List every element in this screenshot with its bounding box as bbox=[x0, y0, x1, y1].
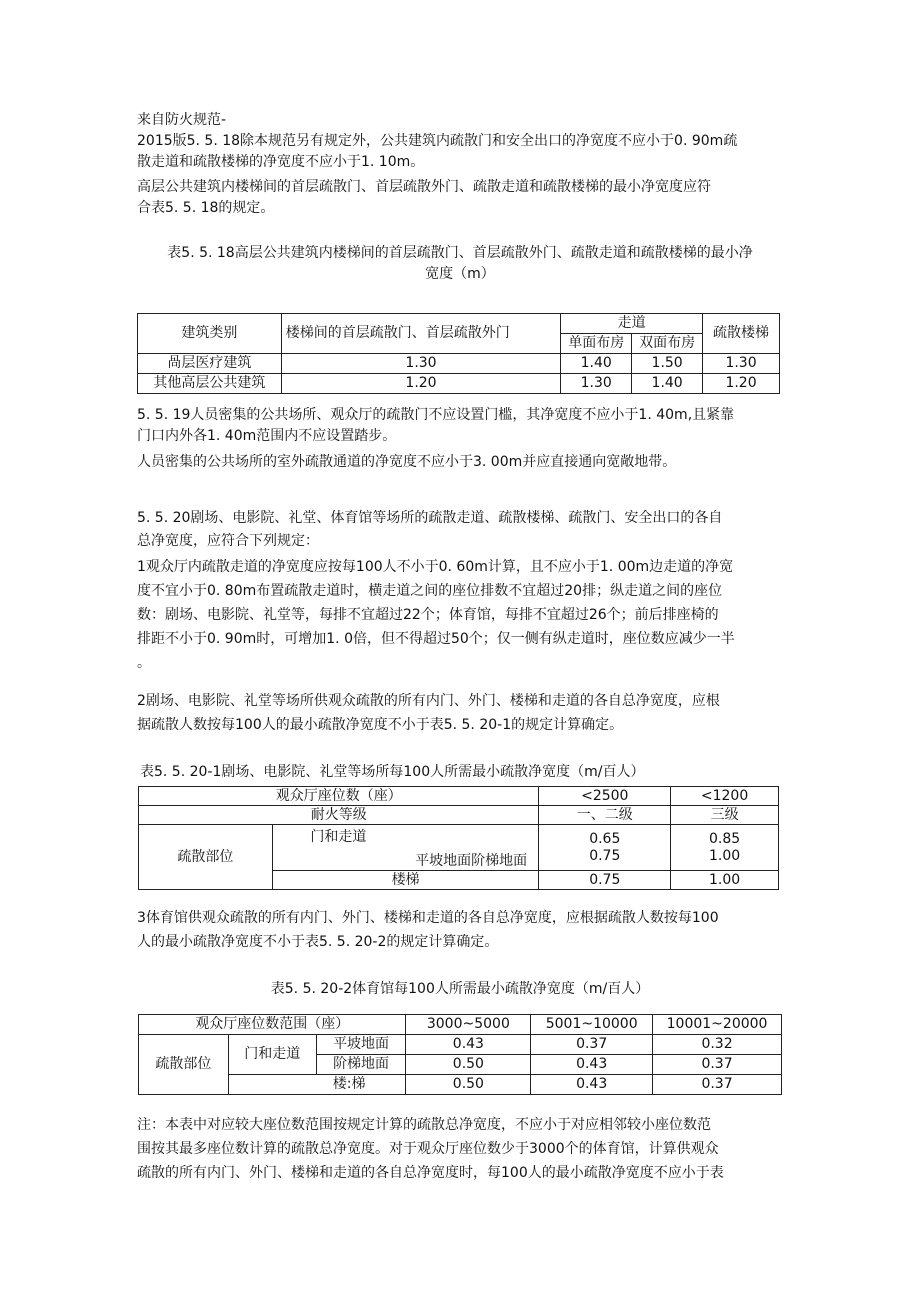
cell-doors: 门和走道 bbox=[272, 825, 404, 871]
cell-stairs: 1.30 bbox=[703, 354, 780, 374]
cell-doors: 1.30 bbox=[281, 354, 561, 374]
cell-stairs-3: 0.37 bbox=[653, 1075, 782, 1095]
cell-b-values: 0.85 1.00 bbox=[671, 825, 779, 871]
item-1: 1观众厅内疏散走道的净宽度应按每100人不小于0. 60m计算，且不应小于1. 00m边走道的净宽 度不宜小于0. 80m布置疏散走道时，横走道之间的座位排数不宜超过20排；纵走道之间的座位 数：剧场、电影院、礼堂等，每排不宜超过22个；体育馆，每排不宜超过26个；前后排座椅的 排距不小于0. 90m时，可增加1. 0倍，但不得超过50个；仅一侧有纵走道时，座位数应减少一半 。 bbox=[137, 559, 735, 671]
header-stairs: 疏散楼梯 bbox=[703, 314, 780, 354]
cell-stairs-a: 0.75 bbox=[539, 871, 671, 890]
table1-caption: 表5. 5. 18高层公共建筑内楼梯间的首层疏散门、首层疏散外门、疏散走道和疏散楼梯的最小净 宽度（m） bbox=[167, 245, 753, 282]
cell-double: 1.40 bbox=[632, 374, 703, 394]
rule-5-5-19: 5. 5. 19人员密集的公共场所、观众厅的疏散门不应设置门槛，其净宽度不应小于1. 40m,且紧靠 门口内外各1. 40m范围内不应设置踏步。 bbox=[137, 407, 735, 444]
header-seats: 观众厅座位数（座） bbox=[139, 787, 539, 806]
header-r3: 10001~20000 bbox=[653, 1015, 782, 1035]
source-line: 来自防火规范- bbox=[137, 112, 227, 128]
cell-flat-1: 0.43 bbox=[406, 1035, 531, 1055]
cell-step-1: 0.50 bbox=[406, 1055, 531, 1075]
header-r1: 3000~5000 bbox=[406, 1015, 531, 1035]
header-range: 观众厅座位数范围（座） bbox=[139, 1015, 406, 1035]
cell-stairs: 楼梯 bbox=[272, 871, 539, 890]
cell-floor-type: 平坡地面阶梯地面 bbox=[404, 825, 539, 871]
table-5-5-20-2 bbox=[138, 1014, 782, 1095]
table-row bbox=[138, 354, 780, 374]
outdoor-passage: 人员密集的公共场所的室外疏散通道的净宽度不应小于3. 00m并应直接通向宽敞地带。 bbox=[137, 454, 677, 470]
header-seats-b: <1200 bbox=[671, 787, 779, 806]
cell-stairs: 1.20 bbox=[703, 374, 780, 394]
header-fire: 耐火等级 bbox=[139, 806, 539, 825]
header-doors: 楼梯间的首层疏散门、首层疏散外门 bbox=[281, 314, 561, 354]
cell-category: 咼层医疗建筑 bbox=[138, 354, 282, 374]
header-corridor: 走道 bbox=[561, 314, 703, 334]
cell-single: 1.30 bbox=[561, 374, 632, 394]
cell-single: 1.40 bbox=[561, 354, 632, 374]
cell-part: 疏散部位 bbox=[139, 1035, 229, 1095]
cell-category: 其他高层公共建筑 bbox=[138, 374, 282, 394]
header-seats-a: <2500 bbox=[539, 787, 671, 806]
cell-part: 疏散部位 bbox=[139, 825, 273, 890]
cell-stairs-b: 1.00 bbox=[671, 871, 779, 890]
table-5-5-18 bbox=[137, 313, 780, 394]
rule-5-5-20: 5. 5. 20剧场、电影院、礼堂、体育馆等场所的疏散走道、疏散楼梯、疏散门、安全出口的各自 总净宽度，应符合下列规定： bbox=[137, 510, 723, 549]
rule-5-5-18: 2015版5. 5. 18除本规范另有规定外，公共建筑内疏散门和安全出口的净宽度不应小于0. 90m疏 散走道和疏散楼梯的净宽度不应小于1. 10m。 bbox=[137, 133, 738, 170]
cell-doors: 1.20 bbox=[281, 374, 561, 394]
cell-flat-2: 0.37 bbox=[531, 1035, 653, 1055]
note: 注：本表中对应较大座位数范围按规定计算的疏散总净宽度，不应小于对应相邻较小座位数范 围按其最多座位数计算的疏散总净宽度。对于观众厅座位数少于3000个的体育馆，计算供观众 疏散的所有内门、外门、楼梯和走道的各自总净宽度时，每100人的最小疏散净宽度不应小于表 bbox=[137, 1117, 724, 1181]
fire-a: 一、二级 bbox=[539, 806, 671, 825]
rule-5-5-18-b: 高层公共建筑内楼梯间的首层疏散门、首层疏散外门、疏散走道和疏散楼梯的最小净宽度应符 合表5. 5. 18的规定。 bbox=[137, 179, 711, 216]
cell-double: 1.50 bbox=[632, 354, 703, 374]
cell-stairs-1: 0.50 bbox=[406, 1075, 531, 1095]
cell-stairs: 楼:梯 bbox=[228, 1075, 406, 1095]
cell-a-values: 0.65 0.75 bbox=[539, 825, 671, 871]
item-2: 2剧场、电影院、礼堂等场所供观众疏散的所有内门、外门、楼梯和走道的各自总净宽度，应根 据疏散人数按每100人的最小疏散净宽度不小于表5. 5. 20-1的规定计算确定。 bbox=[137, 693, 720, 733]
table3-caption: 表5. 5. 20-2体育馆每100人所需最小疏散净宽度（m/百人） bbox=[270, 981, 650, 997]
cell-step-2: 0.43 bbox=[531, 1055, 653, 1075]
table2-caption: 表5. 5. 20-1剧场、电影院、礼堂等场所每100人所需最小疏散净宽度（m/百人） bbox=[140, 764, 645, 780]
header-r2: 5001~10000 bbox=[531, 1015, 653, 1035]
cell-doors: 门和走道 bbox=[228, 1035, 316, 1075]
header-single: 单面布房 bbox=[561, 334, 632, 354]
table-5-5-20-1 bbox=[138, 786, 779, 890]
cell-stairs-2: 0.43 bbox=[531, 1075, 653, 1095]
table-row bbox=[138, 374, 780, 394]
header-double: 双面布房 bbox=[632, 334, 703, 354]
header-category: 建筑类别 bbox=[138, 314, 282, 354]
cell-step-3: 0.37 bbox=[653, 1055, 782, 1075]
fire-b: 三级 bbox=[671, 806, 779, 825]
cell-flat: 平坡地面 bbox=[316, 1035, 406, 1055]
cell-step: 阶梯地面 bbox=[316, 1055, 406, 1075]
cell-flat-3: 0.32 bbox=[653, 1035, 782, 1055]
item-3: 3体育馆供观众疏散的所有内门、外门、楼梯和走道的各自总净宽度，应根据疏散人数按每100 人的最小疏散净宽度不小于表5. 5. 20-2的规定计算确定。 bbox=[137, 910, 719, 950]
